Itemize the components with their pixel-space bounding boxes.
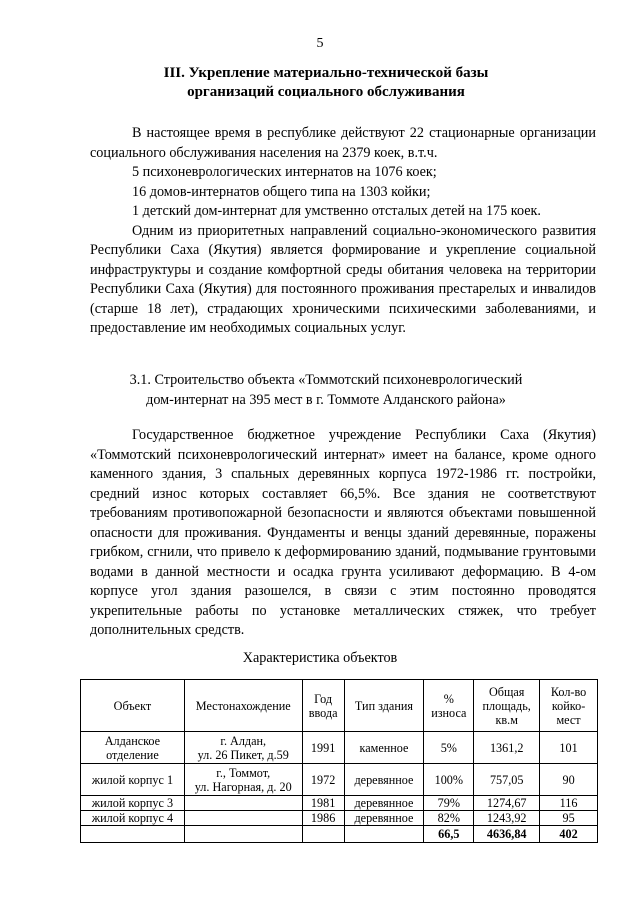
- section-title-line2: организаций социального обслуживания: [187, 84, 465, 100]
- total-area: 4636,84: [474, 826, 540, 843]
- cell-beds: 95: [540, 811, 598, 826]
- cell-object: Алданское отделение: [81, 732, 185, 764]
- total-beds: 402: [540, 826, 598, 843]
- header-beds: Кол-во койко- мест: [540, 680, 598, 732]
- table-header-row: [81, 680, 598, 732]
- header-location: Местонахождение: [184, 680, 302, 732]
- cell-type: [344, 826, 424, 843]
- section-title-line1: III. Укрепление материально-технической базы: [163, 65, 489, 81]
- cell-year: 1991: [302, 732, 344, 764]
- cell-type: каменное: [344, 732, 424, 764]
- cell-location: [184, 796, 302, 811]
- cell-beds: 90: [540, 764, 598, 796]
- cell-object: жилой корпус 3: [81, 796, 185, 811]
- table-row: [81, 764, 598, 796]
- table-row: [81, 811, 598, 826]
- cell-location: [184, 826, 302, 843]
- objects-table: [80, 679, 598, 843]
- paragraph-institution: Государственное бюджетное учреждение Республики Саха (Якутия) «Томмотский психоневрологический интернат» имеет на балансе, кроме одного каменного здания, 3 спальных деревянных корпуса 1972-1986 гг. постройки, средний износ которых составляет 66,5%. Все здания не соответствуют требованиям противопожарной безопасности и являются объектами повышенной опасности для проживания. Фундаменты и венцы зданий деревянные, поражены грибком, сгнили, что привело к деформированию зданий, подмывание грунтовыми водами в данной местности и осадка грунта усиливают деформацию. В 4-ом корпусе угол здания разошелся, в связи с этим постоянно проводятся укрепительные работы по установке металлических стяжек, что требует дополнительных средств.: [90, 427, 596, 638]
- cell-area: 1243,92: [474, 811, 540, 826]
- cell-area: 757,05: [474, 764, 540, 796]
- cell-area: 1274,67: [474, 796, 540, 811]
- cell-wear: 79%: [424, 796, 474, 811]
- list-item: 16 домов-интернатов общего типа на 1303 койки;: [132, 183, 431, 200]
- cell-wear: 5%: [424, 732, 474, 764]
- page-number: 5: [316, 36, 324, 51]
- cell-year: 1986: [302, 811, 344, 826]
- cell-object: [81, 826, 185, 843]
- table-caption: Характеристика объектов: [242, 650, 398, 666]
- subsection-title: [60, 371, 592, 410]
- subsection-title-line2: дом-интернат на 395 мест в г. Томмоте Алданского района»: [146, 391, 506, 408]
- cell-area: 1361,2: [474, 732, 540, 764]
- cell-year: 1972: [302, 764, 344, 796]
- paragraph-priorities: Одним из приоритетных направлений социально-экономического развития Республики Саха (Якутия) является формирование и укрепление социальной инфраструктуры и создание комфортной среды обитания человека на территории Республики Саха (Якутия) для постоянного проживания престарелых и инвалидов (старше 18 лет), страдающих хроническими психическими заболеваниями, и предоставление им необходимых социальных услуг.: [90, 222, 596, 336]
- subsection-title-line1: 3.1. Строительство объекта «Томмотский психоневрологический: [129, 372, 523, 388]
- header-year: Год ввода: [302, 680, 344, 732]
- cell-year: [302, 826, 344, 843]
- subsection-body: [90, 426, 596, 641]
- cell-type: деревянное: [344, 811, 424, 826]
- header-type: Тип здания: [344, 680, 424, 732]
- cell-type: деревянное: [344, 796, 424, 811]
- section-title: [60, 64, 592, 102]
- cell-wear: 100%: [424, 764, 474, 796]
- cell-object: жилой корпус 1: [81, 764, 185, 796]
- cell-year: 1981: [302, 796, 344, 811]
- section-body: [90, 124, 596, 339]
- cell-beds: 116: [540, 796, 598, 811]
- table-row: [81, 732, 598, 764]
- cell-beds: 101: [540, 732, 598, 764]
- header-wear: % износа: [424, 680, 474, 732]
- table-total-row: [81, 826, 598, 843]
- list-item: 5 психоневрологических интернатов на 1076 коек;: [132, 164, 437, 180]
- cell-location: г., Томмот, ул. Нагорная, д. 20: [184, 764, 302, 796]
- list-item: 1 детский дом-интернат для умственно отсталых детей на 175 коек.: [132, 203, 541, 219]
- cell-location: [184, 811, 302, 826]
- total-wear: 66,5: [424, 826, 474, 843]
- cell-wear: 82%: [424, 811, 474, 826]
- paragraph-intro: В настоящее время в республике действуют 22 стационарные организации социального обслуживания населения на 2379 коек, в.т.ч.: [90, 125, 596, 161]
- cell-object: жилой корпус 4: [81, 811, 185, 826]
- header-object: Объект: [81, 680, 185, 732]
- table-row: [81, 796, 598, 811]
- cell-type: деревянное: [344, 764, 424, 796]
- header-area: Общая площадь, кв.м: [474, 680, 540, 732]
- cell-location: г. Алдан, ул. 26 Пикет, д.59: [184, 732, 302, 764]
